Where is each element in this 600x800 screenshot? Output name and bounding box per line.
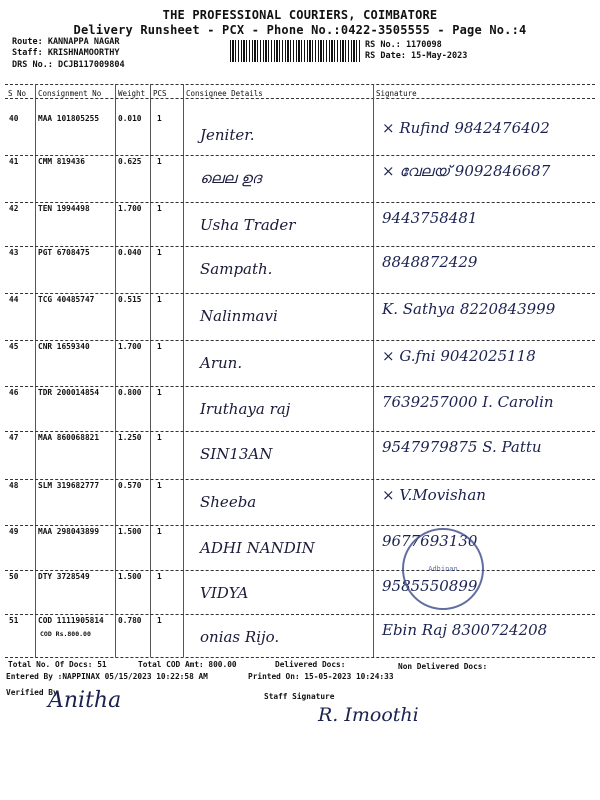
row-signature: × G.fni 9042025118 <box>382 347 536 365</box>
row-pcs: 1 <box>157 481 162 490</box>
row-signature: 9677693130 <box>382 532 478 550</box>
row-pcs: 1 <box>157 527 162 536</box>
row-pcs: 1 <box>157 248 162 257</box>
barcode <box>230 40 362 62</box>
row-pcs: 1 <box>157 157 162 166</box>
row-signature: × Rufind 9842476402 <box>382 119 550 137</box>
company-stamp: Adhinan <box>402 528 484 610</box>
row-weight: 0.625 <box>118 157 142 166</box>
row-separator <box>5 479 595 480</box>
row-consignment-no: MAA 101805255 <box>38 114 100 123</box>
rs-date: RS Date: 15-May-2023 <box>365 51 468 61</box>
row-consignment-no: CNR 1659340 <box>38 342 90 351</box>
delivered-docs: Delivered Docs: <box>275 660 346 669</box>
printed-on: Printed On: 15-05-2023 10:24:33 <box>248 672 394 681</box>
row-consignee: VIDYA <box>200 584 249 602</box>
row-separator <box>5 293 595 294</box>
row-sno: 42 <box>9 204 19 213</box>
row-consignment-no: DTY 3728549 <box>38 572 90 581</box>
row-separator <box>5 340 595 341</box>
row-weight: 1.500 <box>118 572 142 581</box>
row-separator <box>5 431 595 432</box>
row-consignee: Sampath. <box>200 260 273 278</box>
col-sno: S No <box>8 89 27 98</box>
col-consignee: Consignee Details <box>186 89 263 98</box>
entered-by: Entered By :NAPPINAX 05/15/2023 10:22:58 AM <box>6 672 208 681</box>
row-signature: 7639257000 I. Carolin <box>382 393 554 411</box>
row-consignee: Nalinmavi <box>200 307 278 325</box>
row-consignee: Iruthaya raj <box>200 400 291 418</box>
row-consignee: Usha Trader <box>200 216 296 234</box>
row-separator <box>5 246 595 247</box>
row-signature: 9547979875 S. Pattu <box>382 438 542 456</box>
row-consignment-no: MAA 298043899 <box>38 527 100 536</box>
row-consignee: Sheeba <box>200 493 257 511</box>
col-weight: Weight <box>118 89 146 98</box>
row-cod-amount: COD Rs.800.00 <box>40 630 91 638</box>
verified-signature: Anitha <box>48 688 122 713</box>
row-consignment-no: COD 1111905814 <box>38 616 104 625</box>
row-sno: 45 <box>9 342 19 351</box>
col-divider <box>35 84 36 657</box>
runsheet-title: Delivery Runsheet - PCX - Phone No.:0422-3505555 - Page No.:4 <box>73 23 527 37</box>
row-weight: 0.010 <box>118 114 142 123</box>
col-consignment: Consignment No <box>38 89 102 98</box>
row-pcs: 1 <box>157 572 162 581</box>
row-signature: 9585550899 <box>382 577 478 595</box>
total-docs: Total No. Of Docs: 51 <box>8 660 107 669</box>
row-sno: 44 <box>9 295 19 304</box>
non-delivered-docs: Non Delivered Docs: <box>398 662 488 671</box>
verified-by-label: Verified By <box>6 688 58 697</box>
row-pcs: 1 <box>157 114 162 123</box>
row-separator <box>5 386 595 387</box>
col-pcs: PCS <box>153 89 167 98</box>
row-separator <box>5 525 595 526</box>
row-signature: × വേലയ് 9092846687 <box>382 162 551 180</box>
row-pcs: 1 <box>157 616 162 625</box>
row-consignee: ലെല ഉദ <box>200 169 262 187</box>
row-pcs: 1 <box>157 388 162 397</box>
staff-label: Staff: KRISHNAMOORTHY <box>12 48 120 58</box>
row-consignment-no: MAA 860068821 <box>38 433 100 442</box>
row-weight: 0.570 <box>118 481 142 490</box>
col-divider <box>373 84 374 657</box>
row-sno: 51 <box>9 616 19 625</box>
row-sno: 40 <box>9 114 19 123</box>
row-sno: 46 <box>9 388 19 397</box>
row-consignment-no: CMM 819436 <box>38 157 85 166</box>
col-divider <box>115 84 116 657</box>
row-sno: 41 <box>9 157 19 166</box>
row-consignment-no: TEN 1994498 <box>38 204 90 213</box>
row-weight: 0.515 <box>118 295 142 304</box>
staff-signature-label: Staff Signature <box>264 692 335 701</box>
row-weight: 1.250 <box>118 433 142 442</box>
total-cod: Total COD Amt: 800.00 <box>138 660 237 669</box>
company-title: THE PROFESSIONAL COURIERS, COIMBATORE <box>162 8 438 22</box>
rs-number: RS No.: 1170098 <box>365 40 442 50</box>
row-consignee: Jeniter. <box>200 126 255 144</box>
row-weight: 0.780 <box>118 616 142 625</box>
row-separator <box>5 202 595 203</box>
row-weight: 0.040 <box>118 248 142 257</box>
row-signature: K. Sathya 8220843999 <box>382 300 556 318</box>
row-weight: 1.700 <box>118 342 142 351</box>
row-pcs: 1 <box>157 204 162 213</box>
col-divider <box>150 84 151 657</box>
row-separator <box>5 614 595 615</box>
header-rule <box>5 98 595 99</box>
row-sno: 49 <box>9 527 19 536</box>
row-pcs: 1 <box>157 295 162 304</box>
row-consignment-no: SLM 319682777 <box>38 481 100 490</box>
row-consignee: SIN13AN <box>200 445 273 463</box>
row-signature: 8848872429 <box>382 253 478 271</box>
row-signature: Ebin Raj 8300724208 <box>382 621 548 639</box>
row-consignment-no: TCG 40485747 <box>38 295 95 304</box>
row-consignee: onias Rijo. <box>200 628 280 646</box>
row-separator <box>5 657 595 658</box>
row-weight: 1.700 <box>118 204 142 213</box>
row-sno: 43 <box>9 248 19 257</box>
row-sno: 48 <box>9 481 19 490</box>
drs-number: DRS No.: DCJB117009804 <box>12 60 125 70</box>
row-separator <box>5 155 595 156</box>
row-consignee: Arun. <box>200 354 243 372</box>
staff-signature: R. Imoothi <box>318 704 419 726</box>
row-sno: 47 <box>9 433 19 442</box>
row-pcs: 1 <box>157 433 162 442</box>
row-consignee: ADHI NANDIN <box>200 539 315 557</box>
table-top-rule <box>5 84 595 85</box>
row-consignment-no: PGT 6708475 <box>38 248 90 257</box>
row-weight: 0.800 <box>118 388 142 397</box>
row-sno: 50 <box>9 572 19 581</box>
row-signature: × V.Movishan <box>382 486 486 504</box>
row-separator <box>5 570 595 571</box>
row-weight: 1.500 <box>118 527 142 536</box>
row-consignment-no: TDR 200014854 <box>38 388 100 397</box>
row-pcs: 1 <box>157 342 162 351</box>
row-signature: 9443758481 <box>382 209 478 227</box>
col-signature: Signature <box>376 89 417 98</box>
route-label: Route: KANNAPPA NAGAR <box>12 37 120 47</box>
col-divider <box>183 84 184 657</box>
